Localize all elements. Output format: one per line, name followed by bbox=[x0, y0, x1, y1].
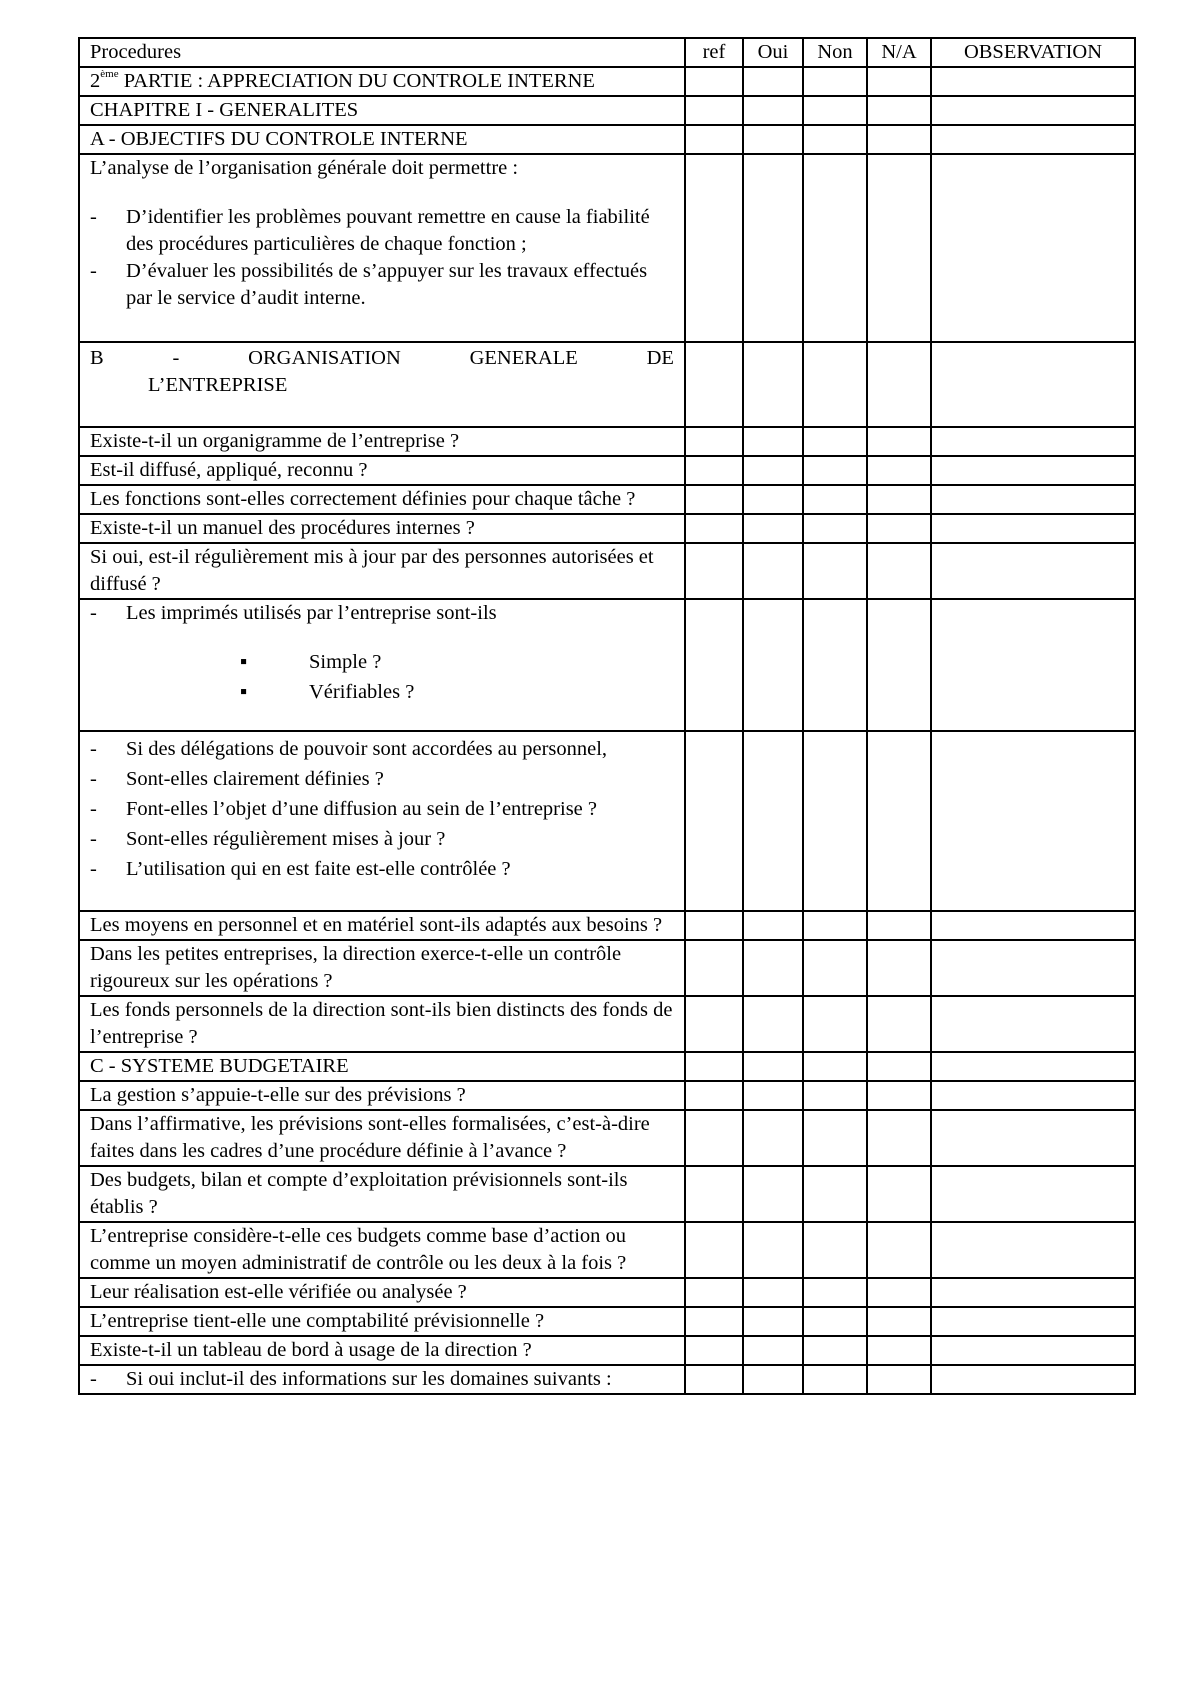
answer-cell[interactable] bbox=[803, 1166, 867, 1222]
observation-cell[interactable] bbox=[931, 543, 1135, 599]
answer-cell[interactable] bbox=[743, 599, 803, 731]
answer-cell[interactable] bbox=[685, 154, 743, 342]
observation-cell[interactable] bbox=[931, 514, 1135, 543]
table-row bbox=[79, 456, 1135, 485]
table-row bbox=[79, 427, 1135, 456]
delegations-question bbox=[79, 731, 685, 911]
answer-cell[interactable] bbox=[867, 67, 931, 96]
table-row bbox=[79, 543, 1135, 599]
answer-cell[interactable] bbox=[867, 485, 931, 514]
answer-cell[interactable] bbox=[867, 1166, 931, 1222]
answer-cell[interactable] bbox=[743, 996, 803, 1052]
answer-cell[interactable] bbox=[743, 940, 803, 996]
answer-cell[interactable] bbox=[685, 514, 743, 543]
answer-cell[interactable] bbox=[867, 1081, 931, 1110]
table-row bbox=[79, 125, 1135, 154]
answer-cell[interactable] bbox=[743, 1110, 803, 1166]
question: L’entreprise tient-elle une comptabilité prévisionnelle ? bbox=[79, 1307, 685, 1336]
answer-cell[interactable] bbox=[685, 1081, 743, 1110]
list-item: - D’évaluer les possibilités de s’appuyer sur les travaux effectués par le service d’audit interne. bbox=[90, 260, 648, 309]
answer-cell[interactable] bbox=[803, 731, 867, 911]
col-oui: Oui bbox=[743, 38, 803, 67]
answer-cell[interactable] bbox=[743, 1166, 803, 1222]
answer-cell[interactable] bbox=[803, 456, 867, 485]
section-a-body bbox=[79, 154, 685, 342]
question: Des budgets, bilan et compte d’exploitation prévisionnels sont-ils établis ? bbox=[79, 1166, 685, 1222]
observation-cell[interactable] bbox=[931, 456, 1135, 485]
answer-cell[interactable] bbox=[867, 342, 931, 427]
answer-cell[interactable] bbox=[685, 911, 743, 940]
answer-cell[interactable] bbox=[685, 456, 743, 485]
list-item: - Si oui inclut-il des informations sur les domaines suivants : bbox=[90, 1368, 612, 1390]
answer-cell[interactable] bbox=[685, 1110, 743, 1166]
answer-cell[interactable] bbox=[867, 1222, 931, 1278]
answer-cell[interactable] bbox=[803, 485, 867, 514]
observation-cell[interactable] bbox=[931, 1052, 1135, 1081]
answer-cell[interactable] bbox=[803, 1365, 867, 1394]
answer-cell[interactable] bbox=[685, 1052, 743, 1081]
observation-cell[interactable] bbox=[931, 996, 1135, 1052]
question: Existe-t-il un manuel des procédures internes ? bbox=[79, 514, 685, 543]
question: Si oui, est-il régulièrement mis à jour par des personnes autorisées et diffusé ? bbox=[79, 543, 685, 599]
table-row bbox=[79, 1222, 1135, 1278]
answer-cell[interactable] bbox=[867, 1110, 931, 1166]
table-row bbox=[79, 67, 1135, 96]
answer-cell[interactable] bbox=[803, 1222, 867, 1278]
answer-cell[interactable] bbox=[743, 1278, 803, 1307]
table-row bbox=[79, 1278, 1135, 1307]
list-item: - Si des délégations de pouvoir sont accordées au personnel, bbox=[90, 738, 608, 760]
answer-cell[interactable] bbox=[867, 514, 931, 543]
part-number: 2 bbox=[90, 70, 101, 92]
answer-cell[interactable] bbox=[867, 96, 931, 125]
list-item: - Font-elles l’objet d’une diffusion au sein de l’entreprise ? bbox=[90, 798, 597, 820]
answer-cell[interactable] bbox=[743, 514, 803, 543]
col-observation: OBSERVATION bbox=[931, 38, 1135, 67]
answer-cell[interactable] bbox=[685, 1307, 743, 1336]
answer-cell[interactable] bbox=[743, 1336, 803, 1365]
answer-cell[interactable] bbox=[685, 96, 743, 125]
table-row bbox=[79, 1166, 1135, 1222]
answer-cell[interactable] bbox=[685, 1278, 743, 1307]
observation-cell[interactable] bbox=[931, 1166, 1135, 1222]
table-row bbox=[79, 1110, 1135, 1166]
answer-cell[interactable] bbox=[685, 1336, 743, 1365]
table-row bbox=[79, 1307, 1135, 1336]
answer-cell[interactable] bbox=[803, 1052, 867, 1081]
table-row bbox=[79, 1336, 1135, 1365]
observation-cell[interactable] bbox=[931, 96, 1135, 125]
answer-cell[interactable] bbox=[803, 67, 867, 96]
answer-cell[interactable] bbox=[743, 342, 803, 427]
observation-cell[interactable] bbox=[931, 485, 1135, 514]
answer-cell[interactable] bbox=[867, 456, 931, 485]
question: Dans l’affirmative, les prévisions sont-elles formalisées, c’est-à-dire faites dans les cadres d’une procédure définie à l’avance ? bbox=[79, 1110, 685, 1166]
observation-cell[interactable] bbox=[931, 1081, 1135, 1110]
observation-cell[interactable] bbox=[931, 599, 1135, 731]
table-row bbox=[79, 96, 1135, 125]
list-item: - Sont-elles clairement définies ? bbox=[90, 768, 384, 790]
answer-cell[interactable] bbox=[743, 154, 803, 342]
question: La gestion s’appuie-t-elle sur des prévisions ? bbox=[79, 1081, 685, 1110]
answer-cell[interactable] bbox=[685, 731, 743, 911]
question: L’entreprise considère-t-elle ces budgets comme base d’action ou comme un moyen administratif de contrôle ou les deux à la fois ? bbox=[79, 1222, 685, 1278]
answer-cell[interactable] bbox=[803, 342, 867, 427]
answer-cell[interactable] bbox=[743, 456, 803, 485]
answer-cell[interactable] bbox=[867, 731, 931, 911]
answer-cell[interactable] bbox=[685, 125, 743, 154]
observation-cell[interactable] bbox=[931, 1336, 1135, 1365]
section-a-intro: L’analyse de l’organisation générale doit permettre : bbox=[90, 157, 519, 179]
question: Les fonds personnels de la direction sont-ils bien distincts des fonds de l’entreprise ? bbox=[79, 996, 685, 1052]
answer-cell[interactable] bbox=[803, 1336, 867, 1365]
table-row bbox=[79, 1365, 1135, 1394]
table-header-row bbox=[79, 38, 1135, 67]
tableau-bord-followup bbox=[79, 1365, 685, 1394]
answer-cell[interactable] bbox=[867, 427, 931, 456]
answer-cell[interactable] bbox=[867, 543, 931, 599]
observation-cell[interactable] bbox=[931, 1222, 1135, 1278]
answer-cell[interactable] bbox=[803, 599, 867, 731]
table-row bbox=[79, 1052, 1135, 1081]
answer-cell[interactable] bbox=[867, 1052, 931, 1081]
answer-cell[interactable] bbox=[867, 1365, 931, 1394]
observation-cell[interactable] bbox=[931, 1278, 1135, 1307]
observation-cell[interactable] bbox=[931, 1307, 1135, 1336]
answer-cell[interactable] bbox=[685, 342, 743, 427]
question: Les moyens en personnel et en matériel sont-ils adaptés aux besoins ? bbox=[79, 911, 685, 940]
answer-cell[interactable] bbox=[743, 125, 803, 154]
list-item: ▪ Vérifiables ? bbox=[240, 681, 415, 703]
answer-cell[interactable] bbox=[743, 427, 803, 456]
answer-cell[interactable] bbox=[743, 485, 803, 514]
answer-cell[interactable] bbox=[803, 911, 867, 940]
answer-cell[interactable] bbox=[867, 154, 931, 342]
table-row bbox=[79, 911, 1135, 940]
col-procedures: Procedures bbox=[79, 38, 685, 67]
answer-cell[interactable] bbox=[743, 543, 803, 599]
answer-cell[interactable] bbox=[803, 996, 867, 1052]
answer-cell[interactable] bbox=[685, 1222, 743, 1278]
question: Est-il diffusé, appliqué, reconnu ? bbox=[79, 456, 685, 485]
answer-cell[interactable] bbox=[867, 940, 931, 996]
observation-cell[interactable] bbox=[931, 940, 1135, 996]
answer-cell[interactable] bbox=[867, 125, 931, 154]
audit-questionnaire-table bbox=[78, 37, 1136, 1395]
table-row bbox=[79, 514, 1135, 543]
table-row bbox=[79, 1081, 1135, 1110]
chapter-title: CHAPITRE I - GENERALITES bbox=[79, 96, 685, 125]
answer-cell[interactable] bbox=[743, 1081, 803, 1110]
observation-cell[interactable] bbox=[931, 731, 1135, 911]
answer-cell[interactable] bbox=[743, 96, 803, 125]
answer-cell[interactable] bbox=[803, 543, 867, 599]
list-item: - D’identifier les problèmes pouvant remettre en cause la fiabilité des procédures particulières de chaque fonction ; bbox=[90, 206, 650, 255]
part-sup: ème bbox=[100, 68, 119, 80]
answer-cell[interactable] bbox=[867, 1336, 931, 1365]
col-na: N/A bbox=[867, 38, 931, 67]
table-row bbox=[79, 940, 1135, 996]
answer-cell[interactable] bbox=[685, 996, 743, 1052]
answer-cell[interactable] bbox=[803, 514, 867, 543]
list-item: - Sont-elles régulièrement mises à jour ? bbox=[90, 828, 446, 850]
answer-cell[interactable] bbox=[685, 67, 743, 96]
list-item: ▪ Simple ? bbox=[240, 651, 382, 673]
observation-cell[interactable] bbox=[931, 911, 1135, 940]
answer-cell[interactable] bbox=[867, 1307, 931, 1336]
answer-cell[interactable] bbox=[867, 1278, 931, 1307]
answer-cell[interactable] bbox=[685, 427, 743, 456]
answer-cell[interactable] bbox=[743, 67, 803, 96]
question: Leur réalisation est-elle vérifiée ou analysée ? bbox=[79, 1278, 685, 1307]
list-item: - L’utilisation qui en est faite est-elle contrôlée ? bbox=[90, 858, 511, 880]
section-c-title: C - SYSTEME BUDGETAIRE bbox=[79, 1052, 685, 1081]
table-row bbox=[79, 599, 1135, 731]
observation-cell[interactable] bbox=[931, 427, 1135, 456]
observation-cell[interactable] bbox=[931, 1365, 1135, 1394]
answer-cell[interactable] bbox=[743, 1365, 803, 1394]
answer-cell[interactable] bbox=[743, 911, 803, 940]
table-row bbox=[79, 342, 1135, 427]
answer-cell[interactable] bbox=[743, 1222, 803, 1278]
answer-cell[interactable] bbox=[803, 96, 867, 125]
table-row bbox=[79, 731, 1135, 911]
answer-cell[interactable] bbox=[867, 599, 931, 731]
question: Dans les petites entreprises, la direction exerce-t-elle un contrôle rigoureux sur les opérations ? bbox=[79, 940, 685, 996]
observation-cell[interactable] bbox=[931, 342, 1135, 427]
answer-cell[interactable] bbox=[803, 427, 867, 456]
answer-cell[interactable] bbox=[685, 599, 743, 731]
table-row bbox=[79, 996, 1135, 1052]
answer-cell[interactable] bbox=[803, 940, 867, 996]
observation-cell[interactable] bbox=[931, 1110, 1135, 1166]
answer-cell[interactable] bbox=[685, 940, 743, 996]
part-title bbox=[79, 67, 685, 96]
answer-cell[interactable] bbox=[685, 543, 743, 599]
answer-cell[interactable] bbox=[803, 1278, 867, 1307]
col-ref: ref bbox=[685, 38, 743, 67]
answer-cell[interactable] bbox=[867, 996, 931, 1052]
answer-cell[interactable] bbox=[803, 1110, 867, 1166]
question: Existe-t-il un organigramme de l’entreprise ? bbox=[79, 427, 685, 456]
answer-cell[interactable] bbox=[743, 1307, 803, 1336]
answer-cell[interactable] bbox=[803, 154, 867, 342]
question: Existe-t-il un tableau de bord à usage de la direction ? bbox=[79, 1336, 685, 1365]
answer-cell[interactable] bbox=[685, 485, 743, 514]
answer-cell[interactable] bbox=[743, 731, 803, 911]
answer-cell[interactable] bbox=[803, 125, 867, 154]
list-item: - Les imprimés utilisés par l’entreprise sont-ils bbox=[90, 602, 497, 624]
table-row bbox=[79, 485, 1135, 514]
imprimes-question bbox=[79, 599, 685, 731]
part-title-text: PARTIE : APPRECIATION DU CONTROLE INTERNE bbox=[123, 70, 595, 92]
section-b-title: B - ORGANISATION GENERALE DE L’ENTREPRISE bbox=[79, 342, 685, 427]
answer-cell[interactable] bbox=[803, 1307, 867, 1336]
answer-cell[interactable] bbox=[685, 1365, 743, 1394]
answer-cell[interactable] bbox=[803, 1081, 867, 1110]
table-row bbox=[79, 154, 1135, 342]
observation-cell[interactable] bbox=[931, 125, 1135, 154]
section-a-title: A - OBJECTIFS DU CONTROLE INTERNE bbox=[79, 125, 685, 154]
answer-cell[interactable] bbox=[867, 911, 931, 940]
observation-cell[interactable] bbox=[931, 67, 1135, 96]
answer-cell[interactable] bbox=[743, 1052, 803, 1081]
answer-cell[interactable] bbox=[685, 1166, 743, 1222]
col-non: Non bbox=[803, 38, 867, 67]
question: Les fonctions sont-elles correctement définies pour chaque tâche ? bbox=[79, 485, 685, 514]
observation-cell[interactable] bbox=[931, 154, 1135, 342]
